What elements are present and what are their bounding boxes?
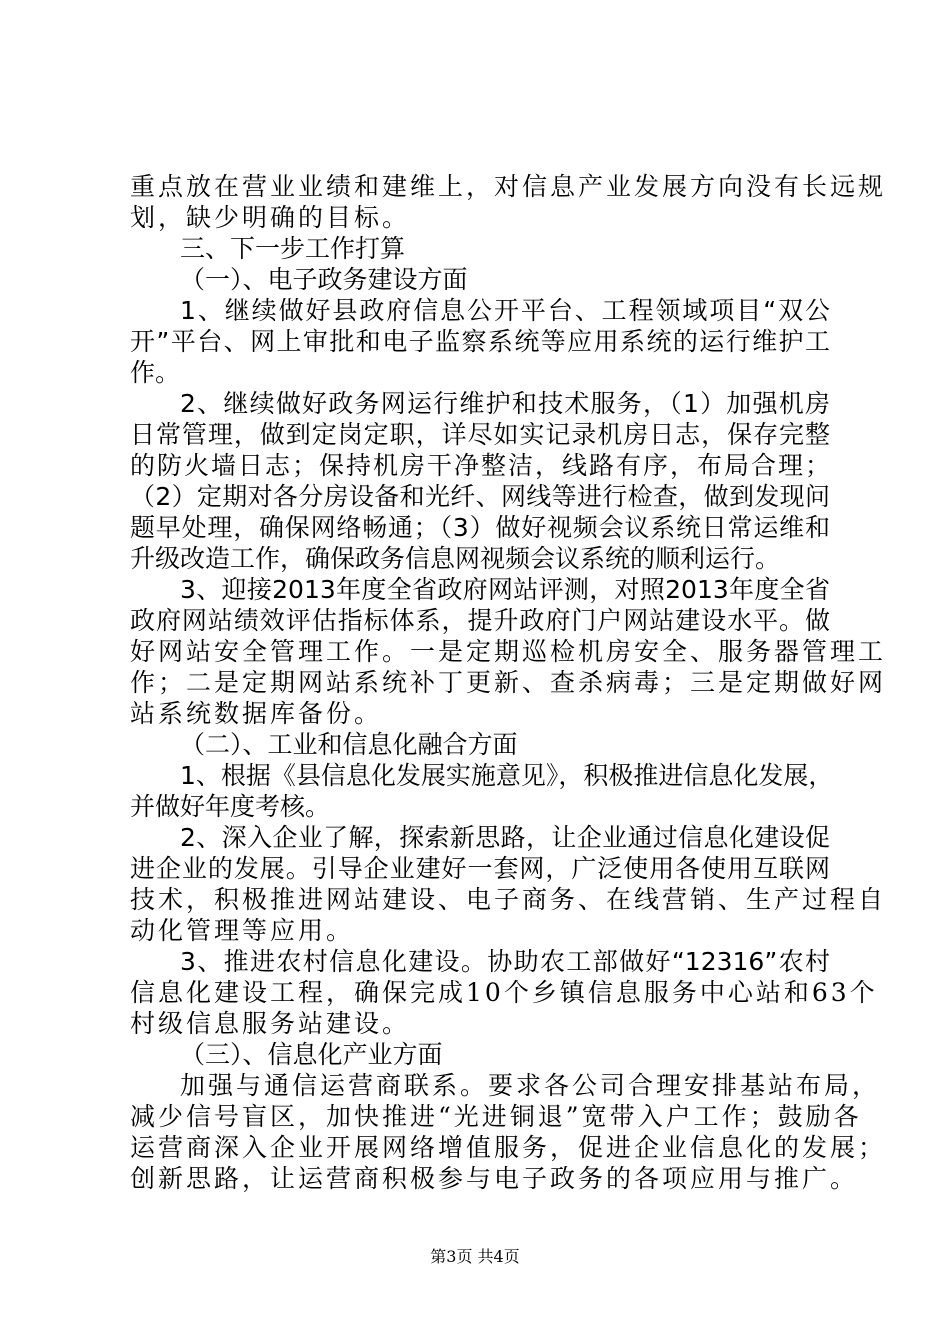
text-line: 技术，积极推进网站建设、电子商务、在线营销、生产过程自 bbox=[130, 885, 887, 914]
page-footer: 第3页 共4页 bbox=[430, 1247, 520, 1266]
text-line: 升级改造工作，确保政务信息网视频会议系统的顺利运行。 bbox=[130, 544, 781, 573]
text-line: 作；二是定期网站系统补丁更新、查杀病毒；三是定期做好网 bbox=[130, 668, 887, 697]
text-line: 题早处理，确保网络畅通；（3）做好视频会议系统日常运维和 bbox=[130, 513, 830, 542]
text-line: 村级信息服务站建设。 bbox=[130, 1009, 411, 1038]
text-line: （一）、电子政务建设方面 bbox=[180, 265, 468, 294]
text-line: 3、推进农村信息化建设。协助农工部做好“12316”农村 bbox=[180, 947, 830, 976]
text-line: 动化管理等应用。 bbox=[130, 916, 355, 945]
text-line: 站系统数据库备份。 bbox=[130, 699, 383, 728]
text-line: 日常管理，做到定岗定职，详尽如实记录机房日志，保存完整 bbox=[130, 420, 830, 449]
text-line: 创新思路，让运营商积极参与电子政务的各项应用与推广。 bbox=[130, 1164, 859, 1193]
document-body bbox=[130, 171, 887, 1194]
text-line: 好网站安全管理工作。一是定期巡检机房安全、服务器管理工 bbox=[130, 637, 887, 666]
text-line: （2）定期对各分房设备和光纤、网线等进行检查，做到发现问 bbox=[130, 482, 830, 511]
text-line: 加强与通信运营商联系。要求各公司合理安排基站布局， bbox=[180, 1071, 881, 1100]
text-line: （三）、信息化产业方面 bbox=[180, 1040, 443, 1069]
text-line: 1、继续做好县政府信息公开平台、工程领域项目“双公 bbox=[180, 296, 830, 325]
text-line: 重点放在营业业绩和建维上，对信息产业发展方向没有长远规 bbox=[130, 172, 887, 201]
text-line: 作。 bbox=[130, 358, 181, 387]
text-line: 2、深入企业了解，探索新思路，让企业通过信息化建设促 bbox=[180, 823, 830, 852]
text-line: 减少信号盲区，加快推进“光进铜退”宽带入户工作；鼓励各 bbox=[130, 1102, 862, 1131]
text-line: 划，缺少明确的目标。 bbox=[130, 203, 411, 232]
text-line: 并做好年度考核。 bbox=[130, 792, 331, 821]
text-line: 1、根据《县信息化发展实施意见》，积极推进信息化发展， bbox=[180, 761, 834, 790]
text-line: 开”平台、网上审批和电子监察系统等应用系统的运行维护工 bbox=[130, 327, 830, 356]
text-line: 的防火墙日志；保持机房干净整洁，线路有序，布局合理； bbox=[130, 451, 830, 480]
text-line: 3、迎接2013年度全省政府网站评测，对照2013年度全省 bbox=[180, 575, 830, 604]
text-line: （二）、工业和信息化融合方面 bbox=[180, 730, 518, 759]
text-line: 信息化建设工程，确保完成10个乡镇信息服务中心站和63个 bbox=[130, 978, 878, 1007]
text-line: 运营商深入企业开展网络增值服务，促进企业信息化的发展； bbox=[130, 1133, 887, 1162]
text-line: 三、下一步工作打算 bbox=[180, 234, 406, 263]
text-line: 进企业的发展。引导企业建好一套网，广泛使用各使用互联网 bbox=[130, 854, 830, 883]
text-line: 政府网站绩效评估指标体系，提升政府门户网站建设水平。做 bbox=[130, 606, 830, 635]
text-line: 2、继续做好政务网运行维护和技术服务，（1）加强机房 bbox=[180, 389, 830, 418]
